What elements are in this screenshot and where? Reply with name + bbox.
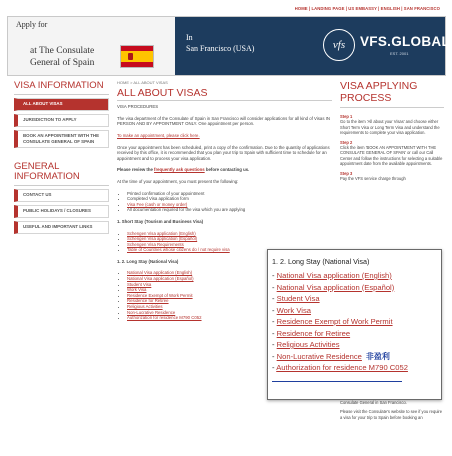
long-stay-link[interactable]: Residence Exempt of Work Permit (127, 292, 193, 298)
step-2-text: Click the item 'BOOK AN APPOINTMENT WITH THE CONSULATE GENERAL OF SPAIN' or call our Call Center and follow the instructions for selecting a suitable appointment date from the available appointments. (340, 145, 443, 167)
bottom-text-1: Consulate General in San Francisco. (340, 400, 407, 405)
requirements-intro: At the time of your appointment, you must present the following: (117, 178, 239, 184)
long-stay-link[interactable]: Non-Lucrative Residence (127, 309, 176, 315)
location-in-label: In (186, 33, 193, 42)
zoom-link[interactable]: National Visa application (Español) (276, 282, 395, 292)
appointment-link[interactable]: To make an appointment, please click here. (117, 132, 200, 138)
step-1-text: Go to the item 'All about your Visas' and choose either Short Term Visa or Long Term Visa and understand the requirements to complete your visa application. (340, 119, 440, 136)
list-item: • Printed confirmation of your appointment (127, 191, 332, 197)
consulate-name-line2: General of Spain (30, 58, 95, 68)
requirements-list (117, 191, 332, 213)
vfs-brand-name[interactable]: VFS.GLOBAL (360, 34, 450, 49)
short-stay-link[interactable]: Schengen Visa application (English) (127, 230, 196, 236)
step-1-label: Step 1 (340, 114, 353, 119)
visa-fee-link[interactable]: Visa Fee (cash or money order) (127, 201, 188, 207)
faq-post-text: before contacting us. (205, 167, 250, 173)
list-item: - Religious Activities (272, 340, 340, 349)
breadcrumb[interactable]: HOME > ALL ABOUT VISAS (117, 80, 168, 85)
long-stay-link[interactable]: Student Visa (127, 281, 152, 287)
sidebar-item-contact-us[interactable]: CONTACT US (14, 189, 109, 202)
sidebar-title-visa-information: VISA INFORMATION (14, 80, 109, 95)
zoom-link[interactable]: Authorization for residence M790 C052 (276, 363, 408, 372)
list-item: - Residence Exempt of Work Permit (272, 317, 393, 326)
short-stay-link[interactable]: Table of Countries whose citizens do / not require visa (127, 247, 230, 253)
location-label: San Francisco (USA) (186, 44, 255, 53)
right-sidebar (340, 80, 444, 185)
left-sidebar (14, 80, 109, 234)
list-item: - Non-Lucrative Residence 非盈利 (272, 351, 390, 361)
header-right-panel (175, 17, 450, 75)
header-left-panel (8, 17, 175, 75)
list-item: - Residence for Retiree (272, 328, 351, 338)
step-2-label: Step 2 (340, 139, 353, 145)
list-item: - National Visa application (Español) (272, 282, 395, 292)
long-stay-link[interactable]: National Visa application (English) (127, 270, 193, 276)
sidebar-item-public-holidays[interactable]: PUBLIC HOLIDAYS / CLOSURES (14, 205, 109, 218)
step-3-text: Pay the VFS service charge through (340, 176, 406, 182)
zoom-link[interactable]: Work Visa (276, 305, 311, 315)
faq-link[interactable]: frequently ask questions (154, 167, 205, 173)
sidebar-item-all-about-visas[interactable]: ALL ABOUT VISAS (14, 98, 109, 111)
long-stay-link[interactable]: Religious Activities (127, 304, 163, 310)
intro-paragraph: The visa department of the Consulate of Spain in San Francisco will consider applications for all kind of Visas IN PERSON AND BY APPOINTMENT ONLY. One appointment per person. (117, 115, 330, 127)
list-item: • All documentation required for the visa which you are applying (127, 207, 332, 213)
zoom-link[interactable]: National Visa application (English) (276, 271, 392, 280)
zoom-link[interactable]: Student Visa (276, 294, 320, 303)
process-title: VISA APPLYING PROCESS (340, 80, 444, 108)
vfs-logo-icon[interactable]: vfs (323, 29, 355, 61)
zoom-link[interactable]: Non-Lucrative Residence (276, 351, 362, 361)
short-stay-link[interactable]: Schengen Visa Requirements (127, 241, 184, 247)
zoom-callout (267, 249, 442, 400)
annotation-underline (272, 381, 402, 382)
sidebar-item-useful-links[interactable]: USEFUL AND IMPORTANT LINKS (14, 221, 109, 234)
long-stay-link[interactable]: Residence for Retiree (127, 298, 169, 304)
bottom-text-2: Please visit the Consulate's website to see if you require a visa for your trip to Spain before booking an (340, 409, 443, 420)
list-item: - Student Visa (272, 294, 320, 303)
long-stay-link[interactable]: Authorization for residence M790 C052 (127, 315, 202, 321)
right-sidebar-bottom (340, 400, 444, 424)
after-link-paragraph: Once your appointment has been scheduled, print a copy of the confirmation. Due to the quantity of applications received by this office, it is recommended that you plan your trip to Spain with sufficient time to schedule for an appointment and to process your visa application. (117, 144, 330, 161)
sidebar-title-general-information: GENERAL INFORMATION (14, 162, 109, 186)
faq-paragraph (117, 167, 332, 173)
short-stay-heading: 1. Short Stay (Tourism and Business Visa) (117, 218, 204, 224)
long-stay-link[interactable]: Work Visa (127, 287, 147, 293)
top-navigation[interactable]: HOME | LANDING PAGE | US EMBASSY | ENGLISH | SAN FRANCISCO (294, 6, 440, 11)
list-item: - Authorization for residence M790 C052 (272, 363, 408, 372)
sidebar-item-jurisdiction[interactable]: JURISDICTION TO APPLY (14, 114, 109, 127)
vfs-established: EST. 2001 (390, 51, 409, 56)
list-item: - National Visa application (English) (272, 271, 392, 280)
section-label: VISA PROCEDURES (117, 104, 159, 110)
step-3-label: Step 3 (340, 170, 353, 176)
zoom-link[interactable]: Religious Activities (276, 340, 340, 349)
long-stay-link[interactable]: National Visa application (Español) (127, 276, 194, 282)
zoom-link-list (272, 270, 440, 374)
short-stay-link[interactable]: Schengen Visa application (Español) (127, 236, 198, 242)
apply-for-label: Apply for (16, 20, 48, 29)
sidebar-item-book-appointment[interactable]: BOOK AN APPOINTMENT WITH THE CONSULATE GENERAL OF SPAIN (14, 130, 109, 148)
zoom-link[interactable]: Residence Exempt of Work Permit (276, 317, 393, 326)
page-title: ALL ABOUT VISAS (117, 91, 332, 102)
spain-flag-icon (120, 45, 154, 68)
list-item: - Work Visa (272, 305, 311, 315)
zoom-link[interactable]: Residence for Retiree (276, 328, 351, 338)
faq-pre-text: Please review the (117, 167, 153, 173)
zoom-title: 1. 2. Long Stay (National Visa) (272, 257, 370, 266)
consulate-name-line1: at The Consulate (30, 46, 95, 56)
chinese-annotation: 非盈利 (365, 351, 390, 361)
list-item: • Completed Visa application form (127, 196, 332, 202)
site-header (7, 16, 450, 76)
long-stay-heading: 1. 2. Long Stay (National Visa) (117, 258, 179, 264)
